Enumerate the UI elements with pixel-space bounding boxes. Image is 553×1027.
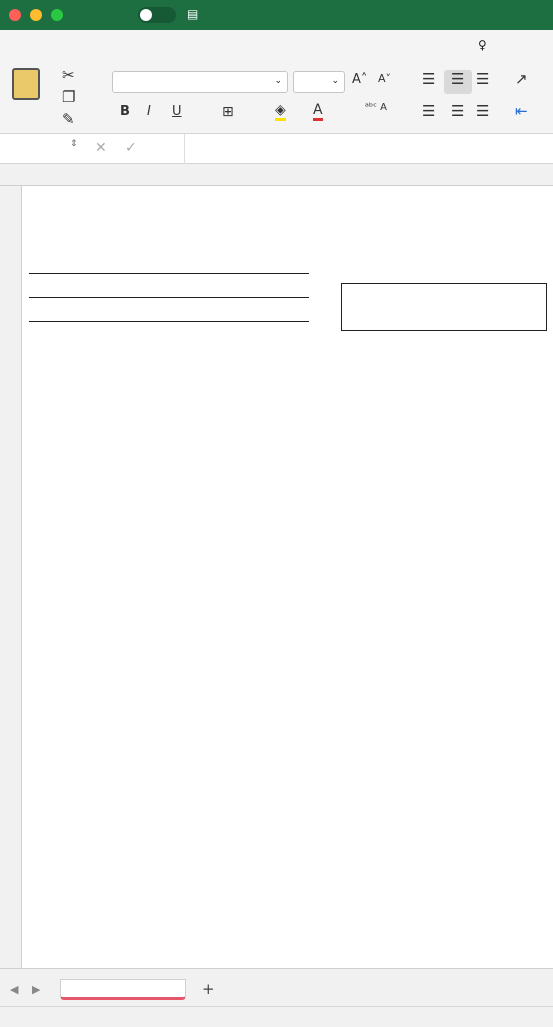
orientation-icon[interactable]: ↗ [515, 70, 528, 88]
enter-icon[interactable]: ✓ [125, 140, 137, 156]
cancel-icon[interactable]: ✕ [95, 140, 107, 156]
phonetic-icon[interactable]: ᵃᵇᶜ A [365, 102, 387, 113]
font-name-select[interactable] [112, 71, 288, 93]
site-field [29, 295, 309, 298]
ribbon-tabs [0, 30, 553, 60]
minimize-window-button[interactable] [30, 9, 42, 21]
borders-icon[interactable]: ⊞ [222, 104, 234, 120]
status-bar [0, 1006, 553, 1027]
indent-icon[interactable]: ⇤ [515, 102, 528, 120]
sheet-tab-active[interactable] [60, 979, 186, 1000]
font-size-select[interactable] [293, 71, 345, 93]
format-painter-icon[interactable]: ✎ [62, 110, 75, 128]
fill-color-icon[interactable]: ◈ [275, 102, 286, 121]
align-middle-icon: ☰ [451, 70, 465, 88]
company-field [29, 271, 309, 274]
decrease-font-icon[interactable]: A˅ [378, 72, 392, 85]
bold-icon[interactable]: B [120, 104, 130, 119]
align-top-icon[interactable]: ☰ [422, 70, 436, 88]
column-headers [0, 164, 553, 186]
align-right-icon[interactable]: ☰ [476, 102, 490, 120]
title-bar [0, 0, 553, 30]
row-headers [0, 186, 22, 968]
align-center-icon[interactable]: ☰ [451, 102, 465, 120]
prev-sheet-icon[interactable]: ◀ [10, 983, 19, 996]
ribbon-home [0, 60, 553, 134]
file-icon: ▤ [187, 7, 199, 21]
add-sheet-icon[interactable]: + [202, 980, 215, 998]
name-box-stepper[interactable]: ⇕ [70, 139, 78, 149]
name-field [29, 319, 309, 322]
align-left-icon[interactable]: ☰ [422, 102, 436, 120]
chevron-down-icon: ⌄ [331, 76, 339, 86]
formula-bar [0, 134, 553, 164]
italic-icon[interactable]: I [147, 104, 151, 119]
formula-input[interactable] [184, 134, 553, 164]
zoom-window-button[interactable] [51, 9, 63, 21]
increase-font-icon[interactable]: A˄ [352, 72, 368, 87]
next-sheet-icon[interactable]: ▶ [32, 983, 41, 996]
cut-icon[interactable]: ✂ [62, 66, 75, 84]
memo-box [341, 283, 547, 331]
autosave-toggle[interactable] [138, 7, 176, 23]
worksheet-grid[interactable] [22, 186, 553, 968]
paste-icon[interactable] [12, 68, 40, 100]
chevron-down-icon: ⌄ [274, 76, 282, 86]
align-bottom-icon[interactable]: ☰ [476, 70, 490, 88]
close-window-button[interactable] [9, 9, 21, 21]
underline-icon[interactable]: U [172, 104, 182, 119]
font-color-icon[interactable]: A [313, 102, 323, 121]
copy-icon[interactable]: ❐ [62, 88, 76, 106]
sheet-tab-bar [0, 968, 553, 1006]
lightbulb-icon: ♀ [478, 38, 487, 52]
